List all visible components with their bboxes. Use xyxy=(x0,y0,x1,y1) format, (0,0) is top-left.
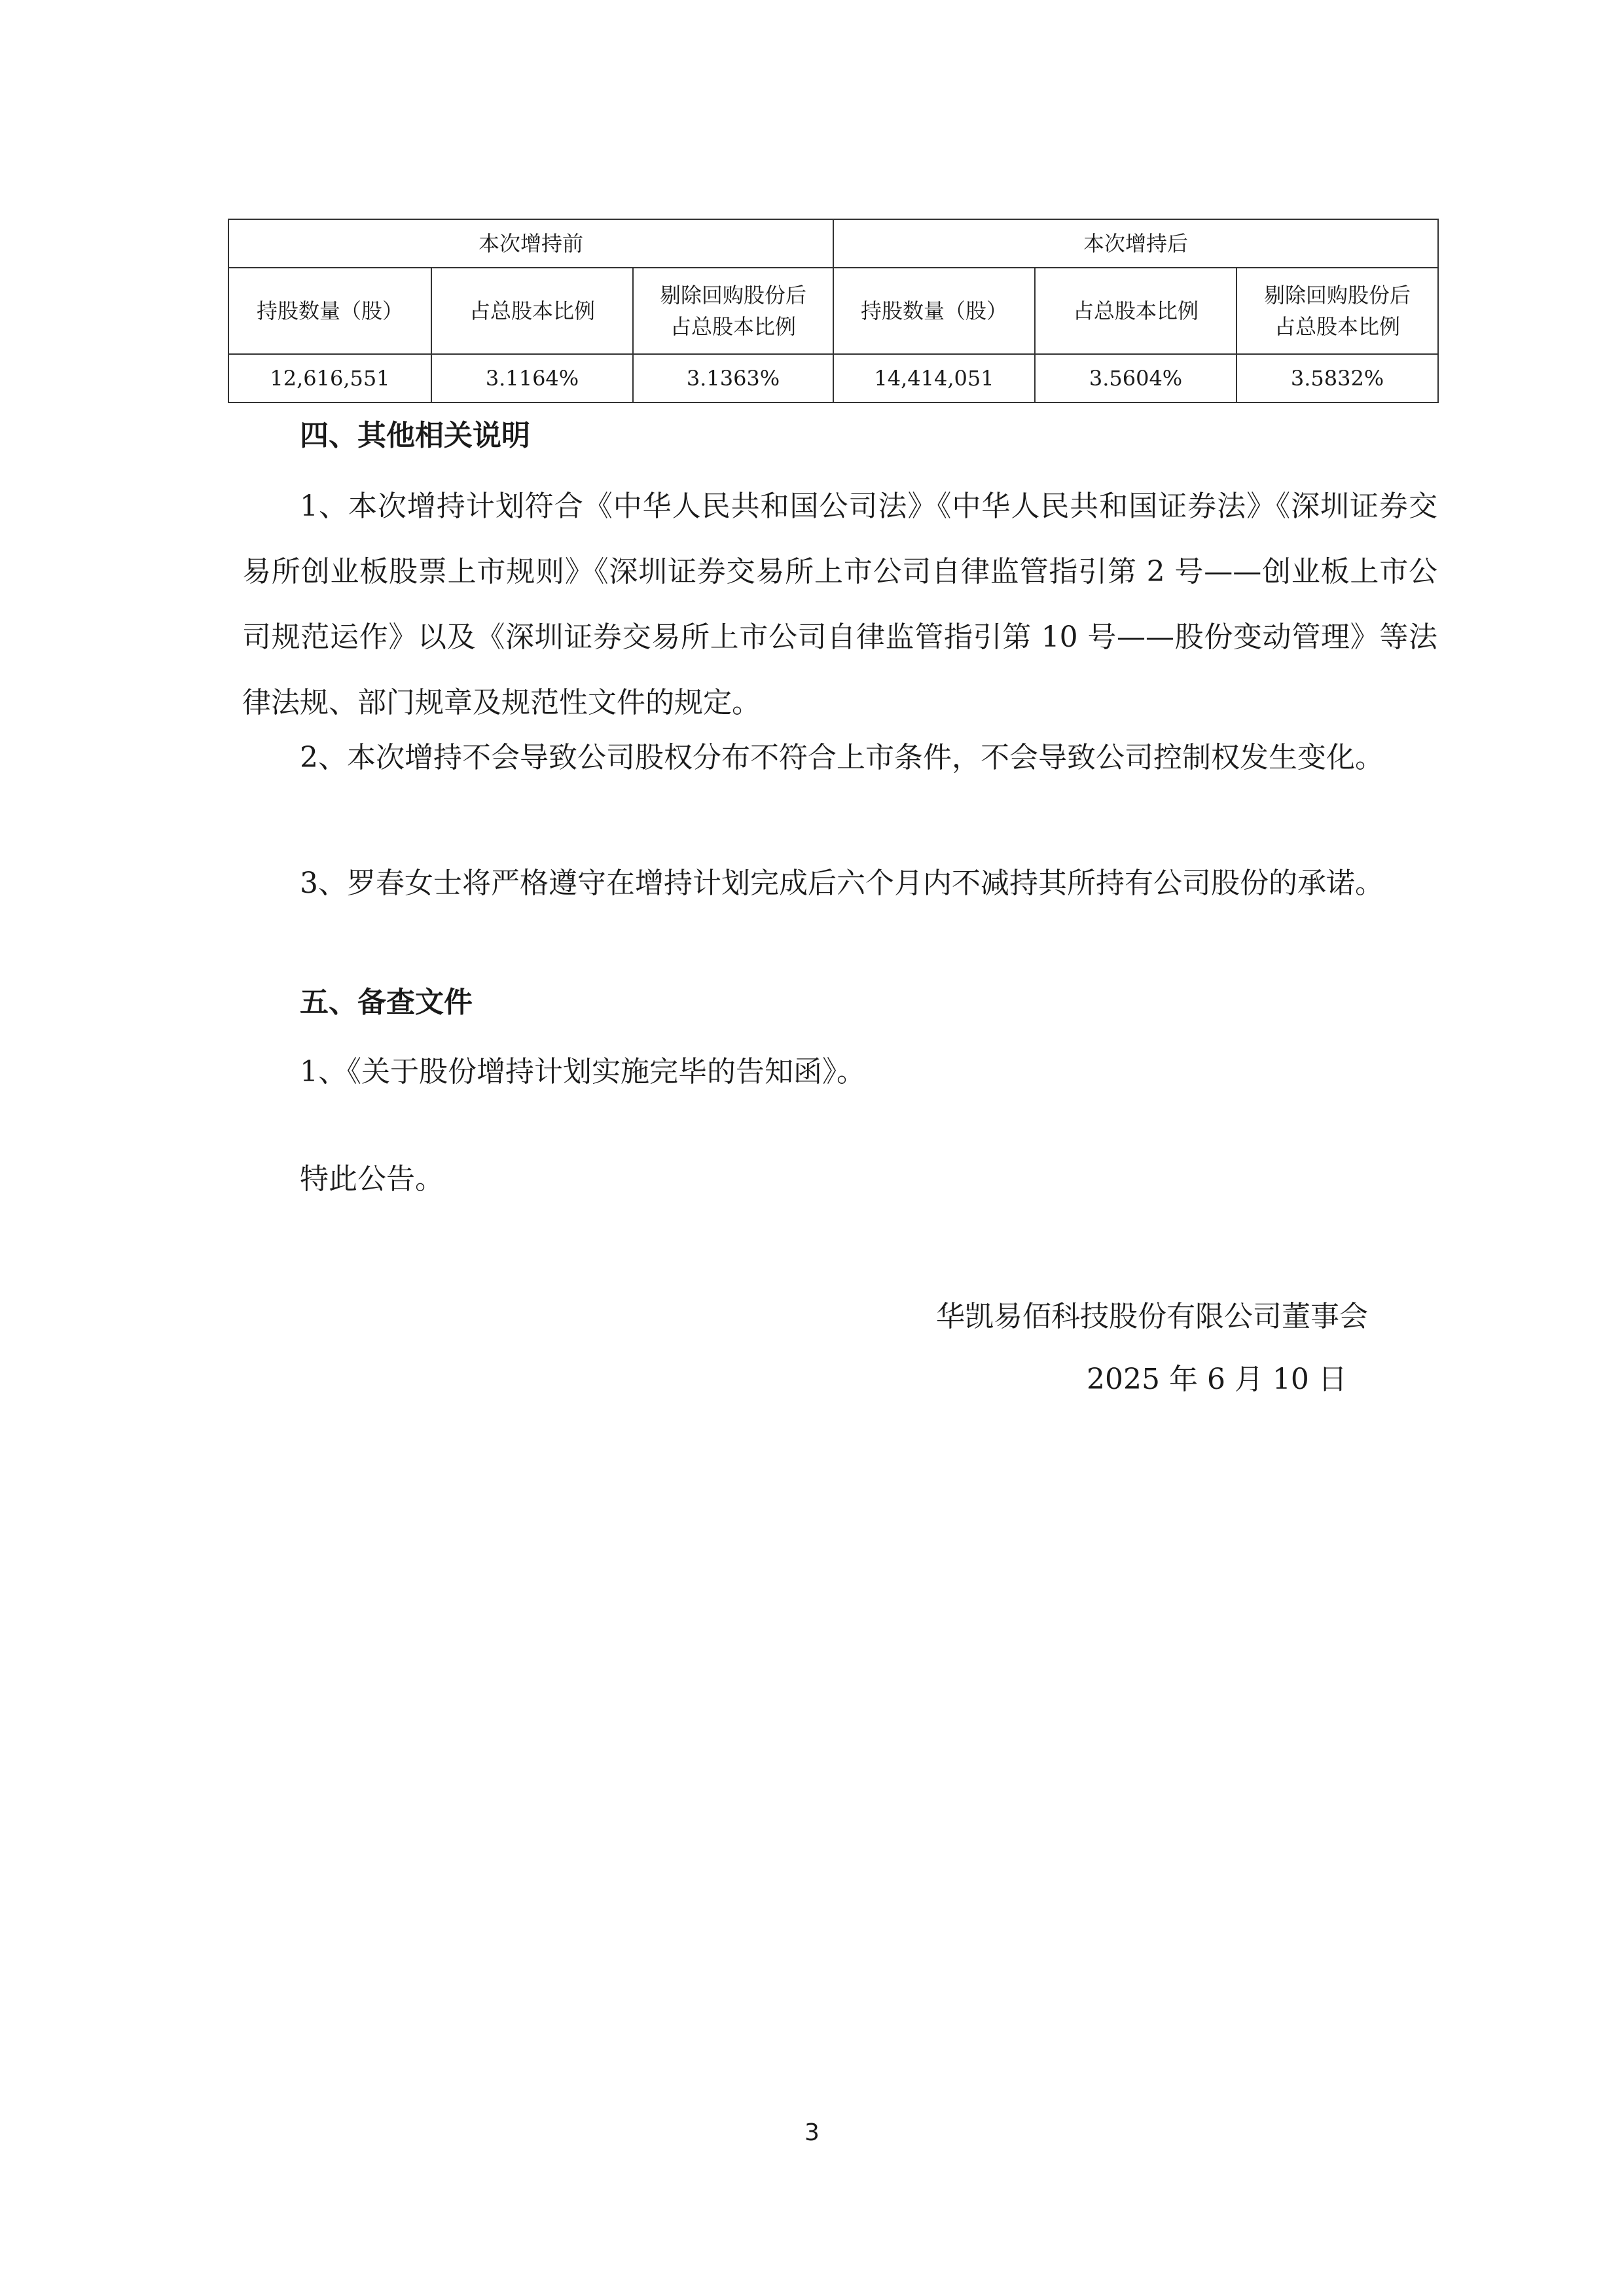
paragraph: 1、《关于股份增持计划实施完毕的告知函》。 xyxy=(300,1055,865,1088)
table-cell: 3.5604% xyxy=(1035,354,1236,403)
paragraph: 2、本次增持不会导致公司股权分布不符合上市条件，不会导致公司控制权发生变化。 xyxy=(300,741,1384,774)
table-cell: 3.1164% xyxy=(431,354,633,403)
table-cell: 14,414,051 xyxy=(833,354,1035,403)
table-row xyxy=(228,354,1438,403)
column-header: 持股数量（股） xyxy=(833,268,1035,354)
signature-date: 2025 年 6 月 10 日 xyxy=(1087,1363,1347,1396)
section-heading: 四、其他相关说明 xyxy=(300,419,530,452)
column-header: 占总股本比例 xyxy=(1035,268,1236,354)
page-number: 3 xyxy=(804,2119,820,2146)
section-heading: 五、备查文件 xyxy=(300,986,473,1019)
column-header: 持股数量（股） xyxy=(228,268,431,354)
table-group-header-row xyxy=(228,219,1438,268)
shareholding-table xyxy=(228,219,1439,403)
column-header: 剔除回购股份后 占总股本比例 xyxy=(1236,268,1438,354)
column-header: 剔除回购股份后 占总股本比例 xyxy=(633,268,833,354)
column-header: 占总股本比例 xyxy=(431,268,633,354)
paragraph: 3、罗春女士将严格遵守在增持计划完成后六个月内不减持其所持有公司股份的承诺。 xyxy=(300,867,1384,900)
group-header-after: 本次增持后 xyxy=(833,219,1438,268)
table-cell: 3.5832% xyxy=(1236,354,1438,403)
table-cell: 3.1363% xyxy=(633,354,833,403)
signature-company: 华凯易佰科技股份有限公司董事会 xyxy=(936,1300,1368,1333)
group-header-before: 本次增持前 xyxy=(228,219,833,268)
closing-statement: 特此公告。 xyxy=(300,1162,444,1196)
paragraph: 1、本次增持计划符合《中华人民共和国公司法》《中华人民共和国证券法》《深圳证券交易所创业板股票上市规则》《深圳证券交易所上市公司自律监管指引第 2 号——创业板上市公司规范运作》以及《深圳证券交易所上市公司自律监管指引第 10 号——股份变动管理》等法律法规、部门规章及规范性文件的规定。 xyxy=(242,490,1437,719)
table-cell: 12,616,551 xyxy=(228,354,431,403)
table-column-header-row xyxy=(228,268,1438,354)
